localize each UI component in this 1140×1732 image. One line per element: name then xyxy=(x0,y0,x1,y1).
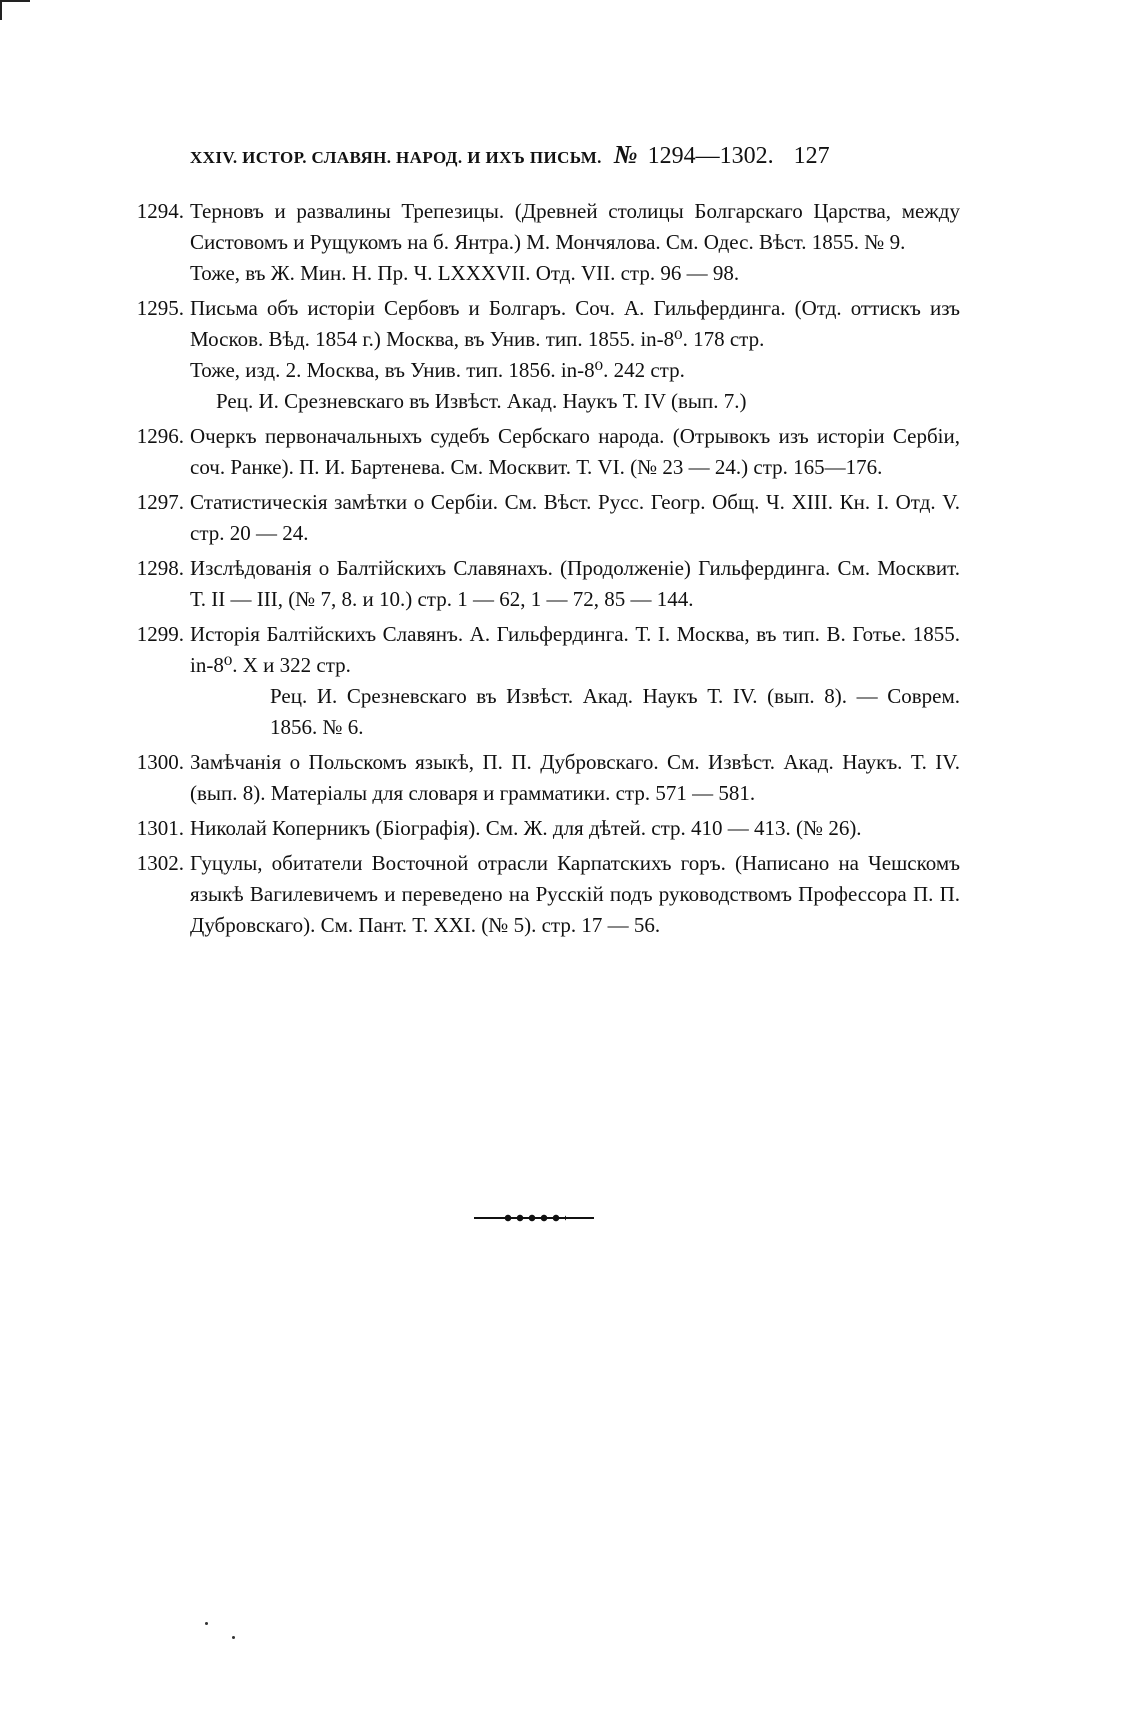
scan-speck xyxy=(205,1622,208,1625)
entry-text: Письма объ исторіи Сербовъ и Болгаръ. Соч. А. Гильфердинга. (Отд. оттискъ изъ Москов. Вѣд. 1854 г.) Москва, въ Унив. тип. 1855. in-8⁰. 178 стр. xyxy=(190,296,960,351)
entry-number: 1300. xyxy=(136,750,184,774)
entry-text: Исторія Балтійскихъ Славянъ. А. Гильфердинга. Т. I. Москва, въ тип. В. Готье. 1855. in-8⁰. X и 322 стр. xyxy=(190,622,960,677)
running-head-title: XXIV. ИСТОР. СЛАВЯН. НАРОД. И ИХЪ ПИСЬМ. xyxy=(190,148,602,167)
bibliography-entry xyxy=(136,293,960,417)
page-number: 127 xyxy=(793,143,830,169)
entry-reprint: Тоже, въ Ж. Мин. Н. Пр. Ч. LXXXVII. Отд. VII. стр. 96 — 98. xyxy=(190,261,740,285)
entry-review: Рец. И. Срезневскаго въ Извѣст. Акад. Наукъ Т. IV. (вып. 8). — Соврем. 1856. № 6. xyxy=(270,684,960,739)
entry-text: Замѣчанія о Польскомъ языкѣ, П. П. Дубровскаго. См. Извѣст. Акад. Наукъ. Т. IV. (вып. 8). Матеріалы для словаря и грамматики. стр. 571 — 581. xyxy=(190,750,960,805)
page-body xyxy=(136,140,960,941)
bibliography-entry xyxy=(136,196,960,289)
entry-number: 1301. xyxy=(136,816,184,840)
entry-number: 1296. xyxy=(136,424,184,448)
entry-text: Изслѣдованія о Балтійскихъ Славянахъ. (Продолженіе) Гильфердинга. См. Москвит. Т. II — III, (№ 7, 8. и 10.) стр. 1 — 62, 1 — 72, 85 — 144. xyxy=(190,556,960,611)
bibliography-entry xyxy=(136,487,960,549)
numero-sign: № xyxy=(613,140,638,169)
entry-range: 1294—1302. xyxy=(647,143,774,169)
entry-text: Статистическія замѣтки о Сербіи. См. Вѣст. Русс. Геогр. Общ. Ч. XIII. Кн. I. Отд. V. стр. 20 — 24. xyxy=(190,490,960,545)
bibliography-entry xyxy=(136,813,960,844)
bibliography-entry xyxy=(136,421,960,483)
scan-speck xyxy=(232,1636,235,1639)
end-ornament xyxy=(474,1213,594,1223)
entry-text: Терновъ и развалины Трепезицы. (Древней столицы Болгарскаго Царства, между Систовомъ и Рущукомъ на б. Янтра.) М. Мончялова. См. Одес. Вѣст. 1855. № 9. xyxy=(190,199,960,254)
bibliography-entry xyxy=(136,553,960,615)
entry-review: Рец. И. Срезневскаго въ Извѣст. Акад. Наукъ Т. IV (вып. 7.) xyxy=(216,389,747,413)
entry-number: 1297. xyxy=(136,490,184,514)
bibliography-entry xyxy=(136,619,960,743)
running-head xyxy=(190,140,960,170)
entry-text: Николай Коперникъ (Біографія). См. Ж. для дѣтей. стр. 410 — 413. (№ 26). xyxy=(190,816,862,840)
scan-corner-mark xyxy=(0,0,30,20)
entry-text: Очеркъ первоначальныхъ судебъ Сербскаго народа. (Отрывокъ изъ исторіи Сербіи, соч. Ранке). П. И. Бартенева. См. Москвит. Т. VI. (№ 23 — 24.) стр. 165—176. xyxy=(190,424,960,479)
bibliography-entry xyxy=(136,747,960,809)
entry-number: 1302. xyxy=(136,851,184,875)
entry-text: Гуцулы, обитатели Восточной отрасли Карпатскихъ горъ. (Написано на Чешскомъ языкѣ Вагилевичемъ и переведено на Русскій подъ руководствомъ Профессора П. П. Дубровскаго). См. Пант. Т. XXI. (№ 5). стр. 17 — 56. xyxy=(190,851,960,937)
entry-number: 1294. xyxy=(136,199,184,223)
bibliography-list xyxy=(136,196,960,941)
entry-number: 1298. xyxy=(136,556,184,580)
entry-number: 1295. xyxy=(136,296,184,320)
bibliography-entry xyxy=(136,848,960,941)
entry-reprint: Тоже, изд. 2. Москва, въ Унив. тип. 1856. in-8⁰. 242 стр. xyxy=(190,358,685,382)
entry-number: 1299. xyxy=(136,622,184,646)
